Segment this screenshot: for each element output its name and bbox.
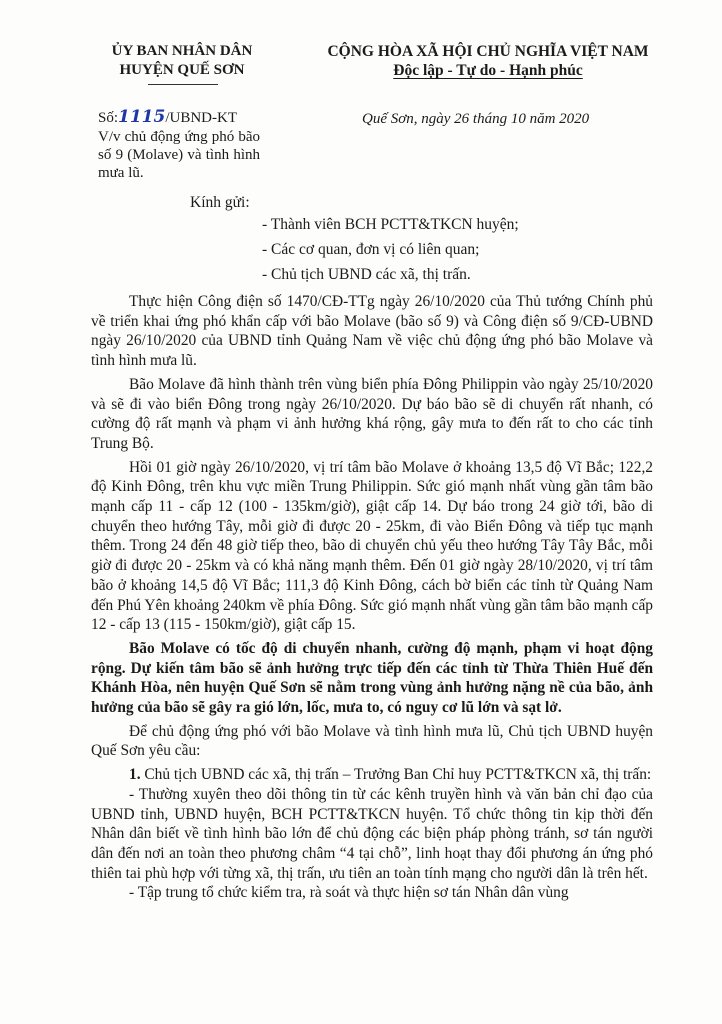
item-1-text: Chủ tịch UBND các xã, thị trấn – Trưởng Ban Chỉ huy PCTT&TKCN xã, thị trấn: [140, 766, 652, 784]
recipient-item: - Thành viên BCH PCTT&TKCN huyện; [262, 216, 519, 233]
issuing-agency [82, 42, 282, 80]
nation-motto: Độc lập - Tự do - Hạnh phúc [393, 62, 583, 79]
national-header [288, 42, 688, 80]
recipients-list [262, 212, 519, 287]
paragraph-evacuation: - Tập trung tổ chức kiểm tra, rà soát và thực hiện sơ tán Nhân dân vùng [129, 884, 569, 902]
paragraph-directive-reference: Thực hiện Công điện số 1470/CĐ-TTg ngày 26/10/2020 của Thủ tướng Chính phủ về triển khai ứng phó khẩn cấp với bão Molave (bão số 9) và Công điện số 9/CĐ-UBND ngày 26/10/2020 của UBND tỉnh Quảng Nam về việc chủ động ứng phó bão Molave và tình hình mưa lũ. [91, 293, 653, 370]
document-number [98, 108, 237, 127]
paragraph-impact-warning: Bão Molave có tốc độ di chuyển nhanh, cường độ mạnh, phạm vi hoạt động rộng. Dự kiến tâm bão sẽ ảnh hưởng trực tiếp đến các tỉnh từ Thừa Thiên Huế đến Khánh Hòa, nên huyện Quế Sơn sẽ nằm trong vùng ảnh hưởng nặng nề của bão, ảnh hưởng của bão sẽ gây ra gió lớn, lốc, mưa to, có nguy cơ lũ lớn và sạt lở. [91, 639, 653, 717]
recipient-item: - Chủ tịch UBND các xã, thị trấn. [262, 266, 471, 283]
paragraph-storm-formation: Bão Molave đã hình thành trên vùng biển phía Đông Philippin vào ngày 25/10/2020 và sẽ đi vào biển Đông trong ngày 26/10/2020. Dự báo bão sẽ di chuyển rất nhanh, có cường độ rất mạnh và phạm vi ảnh hưởng khá rộng, gây mưa to đến rất to cho các tỉnh Trung Bộ. [91, 375, 653, 452]
document-number-suffix: /UBND-KT [165, 110, 238, 126]
paragraph-request-intro: Để chủ động ứng phó với bão Molave và tình hình mưa lũ, Chủ tịch UBND huyện Quế Sơn yêu cầu: [91, 722, 653, 760]
paragraph-item-1 [91, 765, 653, 785]
agency-line-2: HUYỆN QUẾ SƠN [119, 62, 245, 78]
paragraph-storm-forecast: Hồi 01 giờ ngày 26/10/2020, vị trí tâm bão Molave ở khoảng 13,5 độ Vĩ Bắc; 122,2 độ Kinh Đông, trên khu vực miền Trung Philippin. Sức gió mạnh nhất vùng gần tâm bão mạnh cấp 11 - cấp 12 (100 - 135km/giờ), giật cấp 14. Dự báo trong 24 giờ tới, bão di chuyển theo hướng Tây, mỗi giờ đi được 20 - 25km, đi vào Biển Đông và tiếp tục mạnh thêm. Trong 24 đến 48 giờ tiếp theo, bão di chuyển chủ yếu theo hướng Tây Tây Bắc, mỗi giờ đi được 20 - 25km và có khả năng mạnh thêm. Đến 01 giờ ngày 28/10/2020, vị trí tâm bão ở khoảng 14,5 độ Vĩ Bắc; 111,3 độ Kinh Đông, cách bờ biển các tỉnh từ Quảng Nam đến Phú Yên khoảng 240km về phía Đông. Sức gió mạnh nhất vùng gần tâm bão mạnh cấp 12 - cấp 13 (115 - 150km/giờ), giật cấp 15. [91, 458, 653, 634]
document-body [91, 292, 653, 903]
place-and-date: Quế Sơn, ngày 26 tháng 10 năm 2020 [362, 111, 590, 127]
agency-underline [148, 84, 218, 85]
recipient-item: - Các cơ quan, đơn vị có liên quan; [262, 241, 480, 258]
nation-title: CỘNG HÒA XÃ HỘI CHỦ NGHĨA VIỆT NAM [327, 43, 649, 60]
item-number: 1. [129, 766, 141, 784]
agency-line-1: ỦY BAN NHÂN DÂN [111, 43, 253, 59]
document-number-prefix: Số: [98, 110, 119, 126]
recipients-heading: Kính gửi: [190, 194, 250, 211]
document-number-handwritten: 1115 [118, 107, 166, 127]
paragraph-monitoring: - Thường xuyên theo dõi thông tin từ các kênh truyền hình và văn bản chỉ đạo của UBND tỉnh, UBND huyện, BCH PCTT&TKCN huyện. Tổ chức thông tin kịp thời đến Nhân dân biết về tình hình bão lớn để chủ động các biện pháp phòng tránh, sơ tán người dân đến nơi an toàn theo phương châm “4 tại chỗ”, linh hoạt thay đổi phương án ứng phó thiên tai phù hợp với từng xã, thị trấn, ưu tiên an toàn tính mạng cho người dân là trên hết. [91, 785, 653, 882]
document-subject: V/v chủ động ứng phó bão số 9 (Molave) và tình hình mưa lũ. [98, 129, 260, 181]
